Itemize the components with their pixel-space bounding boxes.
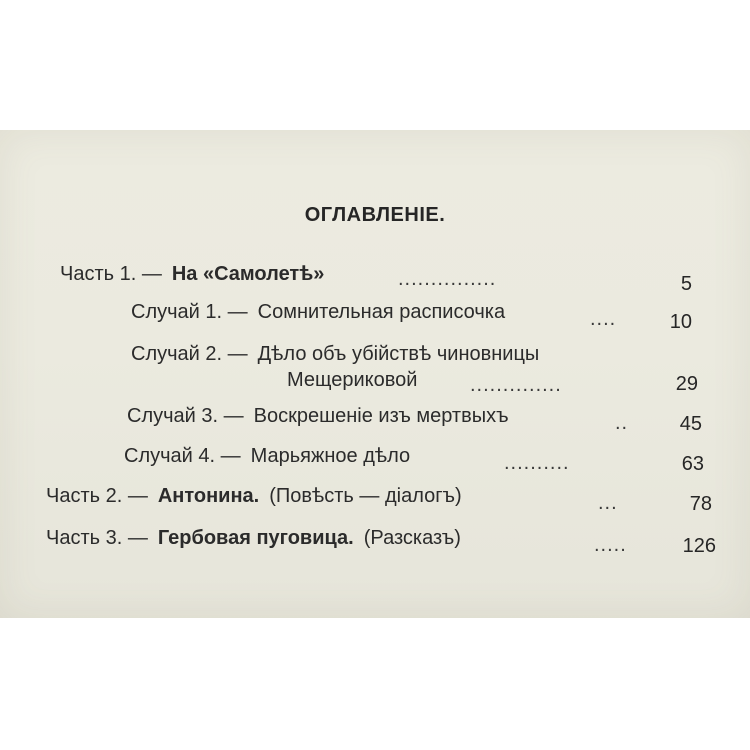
page-number: 63: [681, 453, 704, 475]
leader-dots: ..........: [504, 452, 570, 474]
toc-entry-part-3: [46, 524, 461, 552]
entry-title-continued: Мещериковой: [287, 369, 418, 391]
entry-label: Часть 2. —: [46, 485, 148, 507]
toc-entry-part-1: [60, 260, 324, 288]
book-page: [0, 130, 750, 618]
toc-entry-case-2-continued: [287, 366, 417, 394]
leader-dots: .....: [594, 534, 627, 556]
toc-entry-case-4: [124, 442, 410, 470]
entry-label: Случай 2. —: [131, 343, 248, 365]
entry-title: Сомнительная расписочка: [257, 301, 506, 323]
entry-title: Воскрешеніе изъ мертвыхъ: [253, 405, 509, 427]
entry-label: Часть 1. —: [60, 263, 162, 285]
entry-label: Случай 4. —: [124, 445, 241, 467]
page-title: ОГЛАВЛЕНІЕ.: [304, 204, 446, 226]
entry-subtitle: (Разсказъ): [363, 527, 461, 549]
page-number: 10: [669, 311, 692, 333]
entry-title: Гербовая пуговица.: [157, 527, 354, 549]
leader-dots: ...: [598, 492, 618, 514]
leader-dots: ..............: [470, 374, 562, 396]
toc-entry-case-3: [127, 402, 509, 430]
entry-title: Дѣло объ убійствѣ чиновницы: [257, 343, 540, 365]
entry-label: Часть 3. —: [46, 527, 148, 549]
page-number: 5: [680, 273, 692, 295]
entry-title: На «Самолетѣ»: [171, 263, 325, 285]
entry-title: Марьяжное дѣло: [250, 445, 411, 467]
leader-dots: ....: [590, 308, 617, 330]
toc-entry-part-2: [46, 482, 462, 510]
page-number: 29: [675, 373, 698, 395]
entry-subtitle: (Повѣсть — діалогъ): [269, 485, 462, 507]
page-number: 126: [682, 535, 716, 557]
toc-entry-case-1: [131, 298, 505, 326]
page-number: 45: [679, 413, 702, 435]
leader-dots: ..: [615, 412, 629, 434]
leader-dots: ...............: [398, 268, 497, 290]
entry-title: Антонина.: [157, 485, 260, 507]
entry-label: Случай 3. —: [127, 405, 244, 427]
page-number: 78: [689, 493, 712, 515]
toc-entry-case-2: [131, 340, 539, 368]
entry-label: Случай 1. —: [131, 301, 248, 323]
